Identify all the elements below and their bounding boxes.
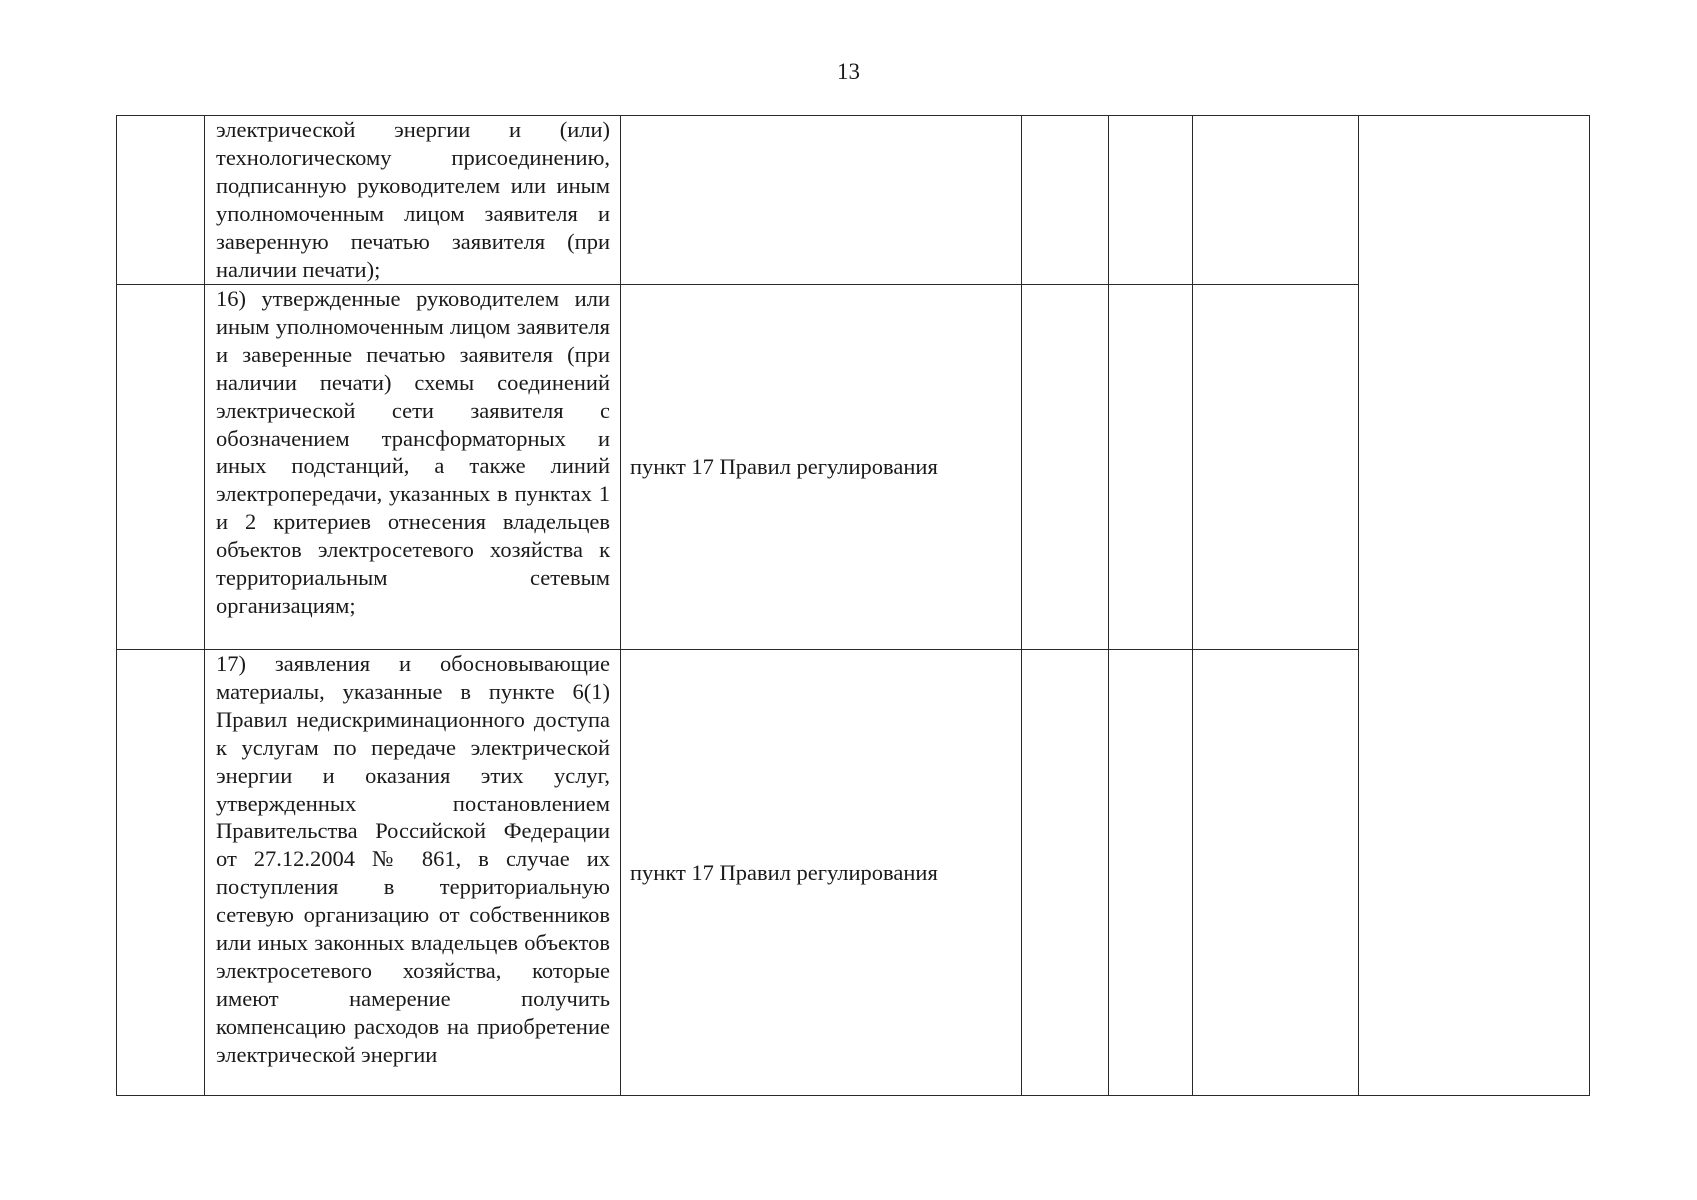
empty-cell	[1193, 285, 1359, 650]
empty-cell	[1193, 116, 1359, 285]
row-number-cell	[117, 116, 205, 285]
legal-basis-cell	[621, 116, 1022, 285]
requirements-table	[116, 115, 1590, 1096]
legal-basis-cell: пункт 17 Правил регулирования	[621, 650, 1022, 1096]
empty-cell	[1022, 116, 1109, 285]
empty-cell	[1109, 650, 1193, 1096]
legal-basis-cell: пункт 17 Правил регулирования	[621, 285, 1022, 650]
empty-cell	[1022, 650, 1109, 1096]
empty-cell	[1193, 650, 1359, 1096]
merged-empty-cell	[1359, 116, 1590, 1096]
table-row	[117, 116, 1590, 285]
requirement-text: 16) утвержденные руководителем или иным уполномоченным лицом заявителя и заверенные печатью заявителя (при наличии печати) схемы соединений электрической сети заявителя с обозначением трансформаторных и иных подстанций, а также линий электропередачи, указанных в пунктах 1 и 2 критериев отнесения владельцев объектов электросетевого хозяйства к территориальным сетевым организациям;	[205, 285, 621, 650]
requirement-text: электрической энергии и (или) технологическому присоединению, подписанную руководителем или иным уполномоченным лицом заявителя и заверенную печатью заявителя (при наличии печати);	[205, 116, 621, 285]
page-number: 13	[837, 59, 860, 84]
empty-cell	[1022, 285, 1109, 650]
row-number-cell	[117, 285, 205, 650]
row-number-cell	[117, 650, 205, 1096]
empty-cell	[1109, 285, 1193, 650]
requirement-text: 17) заявления и обосновывающие материалы, указанные в пункте 6(1) Правил недискриминационного доступа к услугам по передаче электрической энергии и оказания этих услуг, утвержденных постановлением Правительства Российской Федерации от 27.12.2004 № 861, в случае их поступления в территориальную сетевую организацию от собственников или иных законных владельцев объектов электросетевого хозяйства, которые имеют намерение получить компенсацию расходов на приобретение электрической энергии	[205, 650, 621, 1096]
empty-cell	[1109, 116, 1193, 285]
